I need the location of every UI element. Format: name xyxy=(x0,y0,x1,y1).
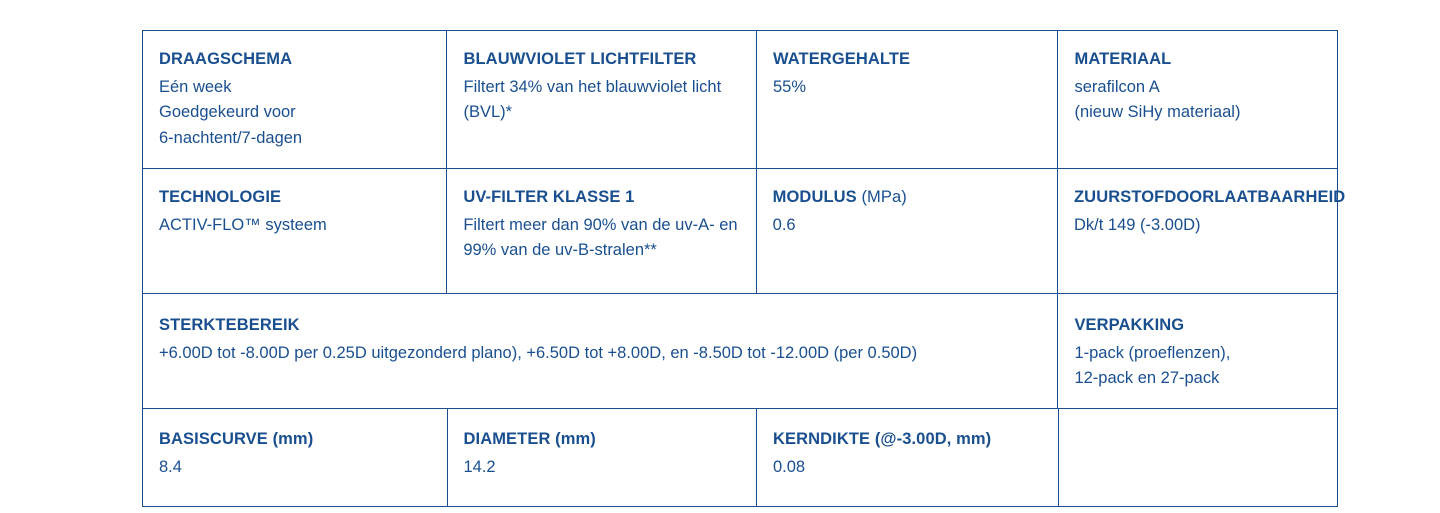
cell-body: serafilcon A (nieuw SiHy materiaal) xyxy=(1074,77,1241,122)
cell-body: 1-pack (proeflenzen), 12-pack en 27-pack xyxy=(1074,343,1231,388)
cell-title: TECHNOLOGIE xyxy=(159,187,282,206)
table-cell-kerndikte xyxy=(757,409,1059,506)
cell-body: 14.2 xyxy=(463,457,496,476)
table-cell-verpakking xyxy=(1058,294,1337,408)
table-cell-basiscurve xyxy=(143,409,448,506)
cell-body: Filtert 34% van het blauwviolet licht (BVL)* xyxy=(463,77,722,122)
table-cell-sterktebereik xyxy=(143,294,1058,408)
table-cell-zuurstofdoorlaatbaarheid xyxy=(1058,169,1346,293)
cell-body: 0.08 xyxy=(773,457,806,476)
cell-title: VERPAKKING xyxy=(1074,315,1185,334)
cell-body: 0.6 xyxy=(772,215,796,234)
cell-title: BASISCURVE (mm) xyxy=(159,430,314,449)
cell-title: DIAMETER (mm) xyxy=(463,430,596,449)
cell-body: Eén week Goedgekeurd voor 6-nachtent/7-dagen xyxy=(159,77,303,148)
table-row xyxy=(143,169,1346,294)
table-cell-materiaal xyxy=(1058,31,1337,168)
cell-body: Filtert meer dan 90% van de uv-A- en 99% van de uv-B-stralen** xyxy=(463,215,738,260)
cell-title-text: MODULUS xyxy=(772,187,857,206)
cell-title: WATERGEHALTE xyxy=(772,50,911,68)
cell-title: KERNDIKTE (@-3.00D, mm) xyxy=(773,430,992,449)
table-cell-diameter xyxy=(448,409,758,506)
cell-body: 55% xyxy=(772,77,806,96)
cell-title: MATERIAAL xyxy=(1074,50,1172,68)
table-row xyxy=(143,294,1337,409)
cell-title: ZUURSTOFDOORLAATBAARHEID xyxy=(1074,187,1346,206)
table-cell-technologie xyxy=(143,169,447,293)
cell-title-unit: (MPa) xyxy=(856,187,907,206)
table-row xyxy=(143,31,1337,169)
cell-title: STERKTEBEREIK xyxy=(159,315,300,334)
cell-title: DRAAGSCHEMA xyxy=(159,50,293,68)
table-cell-uv-filter-klasse-1 xyxy=(447,169,756,293)
table-cell-draagschema xyxy=(143,31,447,168)
cell-title xyxy=(773,185,1043,211)
cell-body: +6.00D tot -8.00D per 0.25D uitgezonderd plano), +6.50D tot +8.00D, en -8.50D tot -12.00D (per 0.50D) xyxy=(159,343,918,362)
table-cell-blauwviolet-lichtfilter xyxy=(447,31,756,168)
cell-body: ACTIV-FLO™ systeem xyxy=(159,215,327,234)
cell-body: Dk/t 149 (-3.00D) xyxy=(1074,215,1201,234)
table-cell-modulus xyxy=(757,169,1058,293)
table-row xyxy=(143,409,1337,506)
table-cell-watergehalte xyxy=(757,31,1059,168)
cell-title: BLAUWVIOLET LICHTFILTER xyxy=(463,50,697,68)
specification-table xyxy=(142,30,1346,507)
cell-body: 8.4 xyxy=(159,457,182,476)
table-cell-empty xyxy=(1059,409,1338,506)
cell-title: UV-FILTER KLASSE 1 xyxy=(463,187,635,206)
